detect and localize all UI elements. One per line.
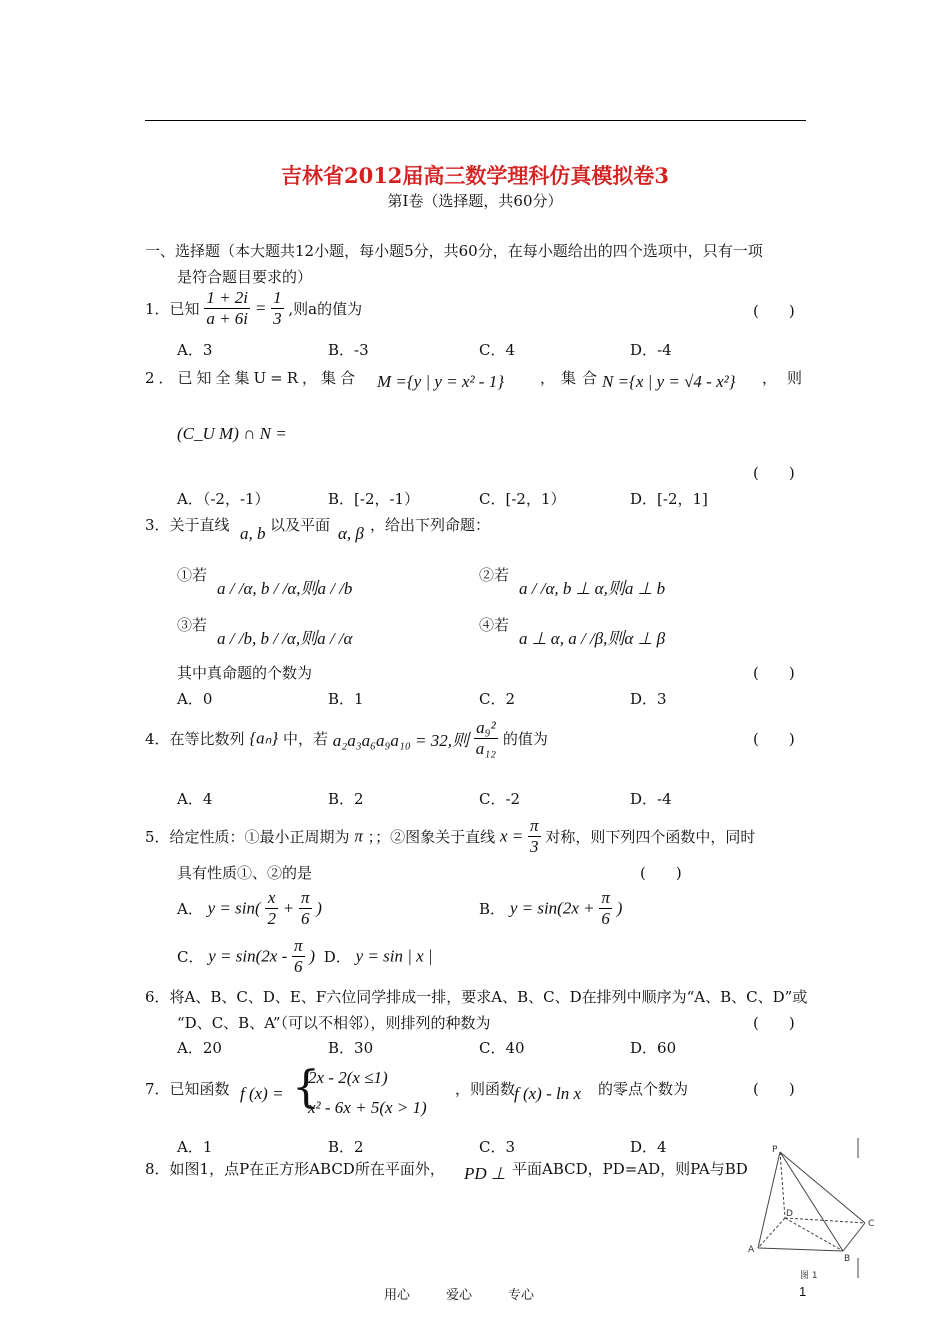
q2-option-b: B．[-2，-1） — [328, 490, 420, 508]
q5-option-b-frac — [599, 888, 612, 929]
q2-answer-paren: ( ) — [753, 464, 795, 482]
q5-option-b-num: π — [601, 888, 610, 907]
q2-expression: (C_U M) ∩ N = — [177, 424, 287, 443]
figure-pyramid — [740, 1130, 880, 1282]
q3-statement-4: a ⊥ α, a / /β,则α ⊥ β — [519, 629, 666, 648]
section-heading: 一、选择题（本大题共12小题，每小题5分，共60分，在每小题给出的四个选项中，只有一项 — [145, 242, 763, 260]
section-heading-cont: 是符合题目要求的） — [177, 268, 313, 286]
footer-item-2: 爱心 — [446, 1288, 473, 1303]
footer-item-1: 用心 — [384, 1288, 411, 1303]
q7-case-2: x² - 6x + 5(x > 1) — [308, 1098, 427, 1117]
q6-option-a: A．20 — [177, 1039, 222, 1057]
q7-option-c: C．3 — [479, 1138, 516, 1156]
label-p: P — [772, 1145, 778, 1155]
edge-da — [758, 1218, 785, 1248]
q3-answer-paren: ( ) — [753, 664, 795, 682]
label-d: D — [786, 1209, 793, 1219]
q4-suffix: 的值为 — [502, 730, 548, 748]
q4-option-a: A．4 — [177, 790, 213, 808]
q4-answer-paren: ( ) — [753, 730, 795, 748]
q5-option-a-den-2: 6 — [301, 909, 310, 928]
q5-option-c — [177, 936, 433, 977]
q8-prefix: 8．如图1，点P在正方形ABCD所在平面外， — [145, 1160, 445, 1178]
q7-gx: f (x) - ln x — [514, 1084, 582, 1103]
q3-option-a: A．0 — [177, 690, 213, 708]
edge-pa — [758, 1152, 780, 1248]
q5-suffix: 对称，则下列四个函数中，同时 — [545, 828, 756, 846]
q5-answer-paren: ( ) — [640, 864, 682, 882]
q1-rhs-fraction — [271, 288, 284, 329]
q4-condition: a₂a₃a₆a₉a₁₀ = 32,则 — [332, 731, 469, 750]
q5-option-c-pre: y = sin(2x - — [208, 946, 288, 966]
q5-option-a-num-1: x — [265, 888, 278, 909]
q3-option-b: B．1 — [328, 690, 364, 708]
q4-prefix: 4．在等比数列 — [145, 730, 245, 748]
q4-sequence: {aₙ} — [249, 728, 279, 748]
q5-option-a-label: A． — [177, 900, 203, 918]
q2-option-a: A．（-2，-1） — [177, 490, 270, 508]
q5-option-a-op: + — [282, 898, 295, 918]
q5-denominator: 3 — [530, 837, 539, 856]
question-1 — [145, 288, 362, 329]
q5-option-c-num: π — [294, 936, 303, 955]
q7-option-a: A．1 — [177, 1138, 213, 1156]
q4-fraction — [474, 718, 498, 759]
q4-option-d: D．-4 — [630, 790, 672, 808]
q4-mid: 中，若 — [282, 730, 328, 748]
q1-answer-paren: ( ) — [753, 302, 795, 320]
q4-option-c: C．-2 — [479, 790, 521, 808]
q6-option-c: C．40 — [479, 1039, 525, 1057]
q1-prefix: 1．已知 — [145, 300, 200, 318]
q2-prefix: 2．已知全集U=R，集合 — [145, 369, 360, 387]
q2-set-n: N ={x | y = √4 - x²} — [602, 372, 736, 391]
q5-option-a-pre: y = sin( — [207, 898, 261, 918]
q3-statement-1: a / /α, b / /α,则a / /b — [217, 579, 353, 598]
q5-fraction — [528, 816, 541, 857]
q2-option-c: C．[-2，1） — [479, 490, 566, 508]
q2-option-d: D．[-2，1] — [630, 490, 708, 508]
q3-option-d: D．3 — [630, 690, 667, 708]
q6-option-b: B．30 — [328, 1039, 374, 1057]
q3-s2-label: ②若 — [479, 566, 510, 584]
footer-item-3: 专心 — [508, 1288, 535, 1303]
q5-prefix: 5．给定性质：①最小正周期为 — [145, 828, 350, 846]
page-number: 1 — [799, 1284, 807, 1299]
q5-option-d: y = sin | x | — [355, 946, 433, 966]
q2-mid: ，集合 — [540, 369, 604, 387]
q5-option-c-post: ) — [309, 946, 316, 966]
q4-denominator: a₁₂ — [475, 739, 497, 758]
question-5 — [145, 816, 755, 857]
q1-numerator: 1 + 2i — [206, 288, 249, 307]
q1-fraction — [204, 288, 250, 329]
q3-planes: α, β — [338, 524, 364, 543]
q5-pi: π — [354, 826, 363, 846]
q1-option-c: C．4 — [479, 341, 516, 359]
q5-option-a-frac-2 — [299, 888, 312, 929]
q7-mid: ，则函数 — [455, 1080, 516, 1098]
q6-line-1: 6．将A、B、C、D、E、F六位同学排成一排，要求A、B、C、D在排列中顺序为“A、B、C、D”或 — [145, 988, 808, 1006]
q8-suffix: 平面ABCD，PD=AD，则PA与BD — [512, 1160, 748, 1178]
q3-lines: a, b — [240, 524, 266, 543]
q5-x-equals: x = — [499, 826, 524, 846]
q1-denominator: a + 6i — [206, 309, 249, 328]
q4-numerator: a₉² — [474, 718, 498, 739]
q5-option-c-frac — [292, 936, 305, 977]
q5-option-c-label: C． — [177, 948, 204, 966]
edge-pb — [780, 1152, 843, 1251]
q7-fx: f (x) = — [240, 1084, 284, 1103]
q5-numerator: π — [530, 816, 539, 835]
q5-option-b — [479, 888, 622, 929]
q6-option-d: D．60 — [630, 1039, 677, 1057]
q1-suffix: ,则a的值为 — [288, 300, 363, 318]
q5-line-2: 具有性质①、②的是 — [177, 864, 313, 882]
page-title: 吉林省2012届高三数学理科仿真模拟卷3 — [280, 163, 670, 188]
q1-rhs-numerator: 1 — [273, 288, 282, 307]
q3-prefix: 3．关于直线 — [145, 516, 230, 534]
edge-db — [785, 1218, 843, 1251]
q3-statement-3: a / /b, b / /α,则a / /α — [217, 629, 353, 648]
q7-prefix: 7．已知函数 — [145, 1080, 230, 1098]
q3-ask: 其中真命题的个数为 — [177, 664, 313, 682]
q7-brace: { — [292, 1062, 320, 1113]
q3-s3-label: ③若 — [177, 616, 208, 634]
q4-option-b: B．2 — [328, 790, 364, 808]
q7-answer-paren: ( ) — [753, 1080, 795, 1098]
q1-option-b: B．-3 — [328, 341, 369, 359]
question-4 — [145, 718, 548, 759]
label-a: A — [748, 1245, 755, 1255]
figure-caption: 图 1 — [800, 1271, 818, 1281]
q5-option-b-den: 6 — [601, 909, 610, 928]
q5-option-a-post: ) — [316, 898, 322, 918]
q5-option-d-label: D． — [323, 948, 351, 966]
q7-case-1: 2x - 2(x ≤1) — [308, 1068, 388, 1087]
edge-bc — [843, 1223, 865, 1251]
page-subtitle: 第Ⅰ卷（选择题，共60分） — [387, 192, 563, 210]
q1-equals: = — [254, 298, 267, 318]
q3-statement-2: a / /α, b ⊥ α,则a ⊥ b — [519, 579, 666, 598]
edge-pd — [780, 1152, 785, 1218]
q5-option-a-den-1: 2 — [267, 909, 276, 928]
q2-set-m: M ={y | y = x² - 1} — [377, 372, 505, 391]
q5-option-a-frac-1 — [265, 888, 278, 929]
q5-option-b-pre: y = sin(2x + — [509, 898, 595, 918]
q3-suffix: ，给出下列命题： — [370, 516, 491, 534]
q3-mid: 以及平面 — [270, 516, 331, 534]
q8-perp: PD ⊥ — [464, 1164, 506, 1183]
q2-suffix: ，则 — [762, 369, 813, 387]
q5-mid: ；；②图象关于直线 — [367, 828, 496, 846]
q7-option-d: D．4 — [630, 1138, 667, 1156]
q7-option-b: B．2 — [328, 1138, 364, 1156]
q3-option-c: C．2 — [479, 690, 516, 708]
q6-answer-paren: ( ) — [753, 1014, 795, 1032]
q3-s4-label: ④若 — [479, 616, 510, 634]
q5-option-c-den: 6 — [294, 957, 303, 976]
q3-s1-label: ①若 — [177, 566, 208, 584]
q1-rhs-denominator: 3 — [273, 309, 282, 328]
edge-ab — [758, 1248, 843, 1251]
q1-option-a: A．3 — [177, 341, 213, 359]
q1-option-d: D．-4 — [630, 341, 672, 359]
q7-suffix: 的零点个数为 — [598, 1080, 689, 1098]
label-b: B — [844, 1254, 851, 1264]
header-rule — [145, 120, 806, 121]
q5-option-a-num-2: π — [300, 888, 310, 907]
q5-option-a — [177, 888, 322, 929]
q5-option-b-post: ) — [616, 898, 623, 918]
label-c: C — [868, 1219, 875, 1229]
q5-option-b-label: B． — [479, 900, 506, 918]
q6-line-2: “D、C、B、A”（可以不相邻），则排列的种数为 — [177, 1014, 491, 1032]
